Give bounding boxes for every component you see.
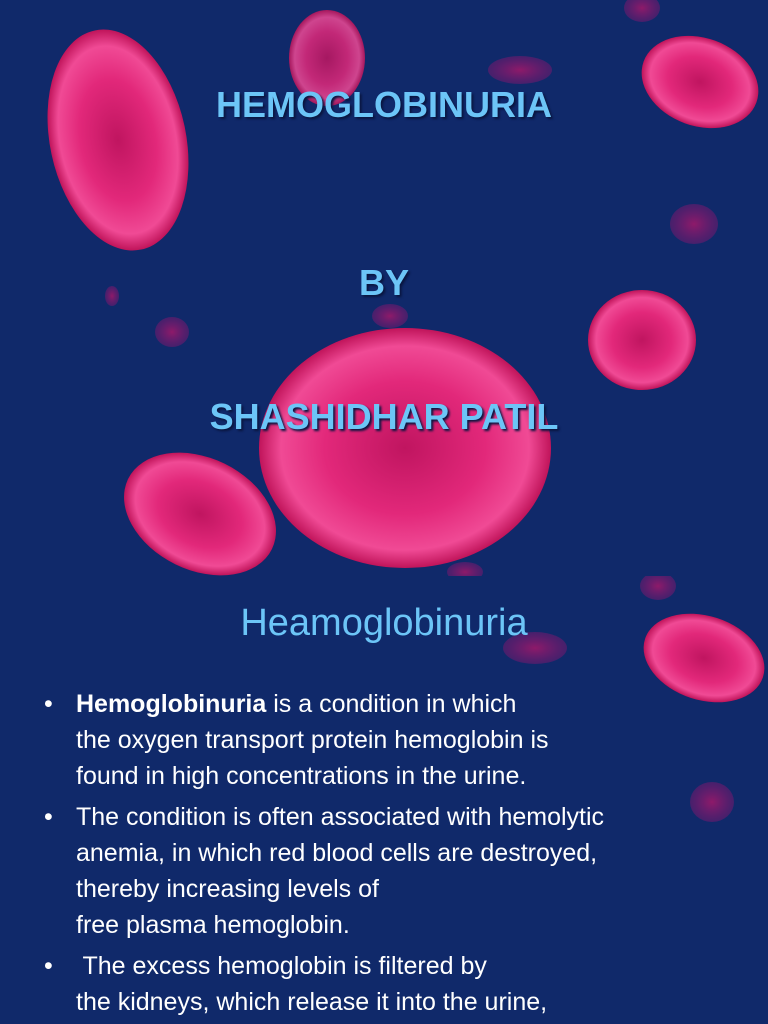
title: HEMOGLOBINURIA [216,84,552,125]
slide-heading: Heamoglobinuria [240,602,528,644]
text-line: The condition is often associated with hemolytic [76,803,605,831]
text-line: free plasma hemoglobin. [76,911,350,939]
bullet-dot: • [44,952,53,980]
text-line: found in high concentrations in the urine. [76,762,527,790]
list-item [0,948,768,1020]
content-slide [0,576,768,1024]
by-line: BY [358,262,409,303]
text-line: anemia, in which red blood cells are destroyed, [76,839,598,867]
text-line: the oxygen transport protein hemoglobin is [76,726,549,754]
list-item [0,799,768,943]
text-line: is a condition in which [266,690,517,718]
list-item [0,686,768,794]
author-name: SHASHIDHAR PATIL [209,396,559,437]
bold-term: Hemoglobinuria [76,690,267,718]
bullet-list [0,686,768,1024]
bullet-dot: • [44,690,53,718]
text-line: thereby increasing levels of [76,875,379,903]
text-line: the kidneys, which release it into the urine, [76,988,548,1016]
bullet-dot: • [44,803,53,831]
text-line: The excess hemoglobin is filtered by [76,952,487,980]
